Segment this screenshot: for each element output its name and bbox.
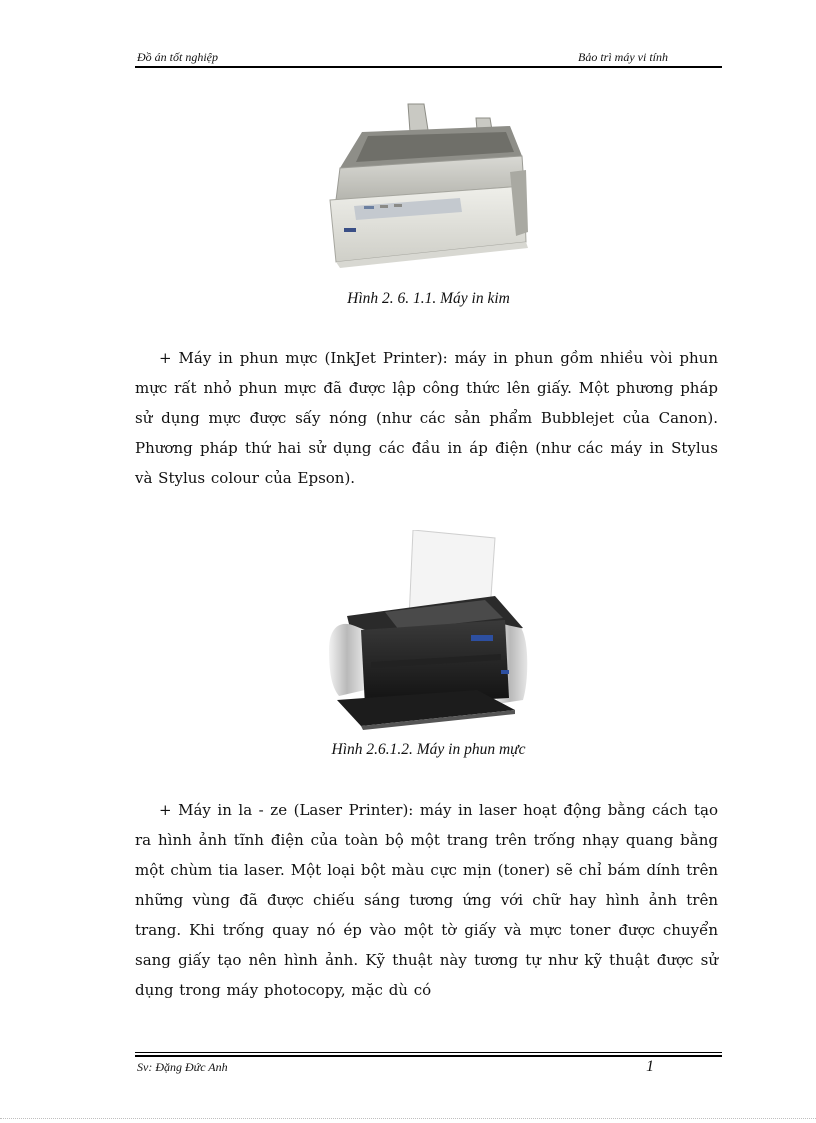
paragraph-inkjet: + Máy in phun mực (InkJet Printer): máy in phun gồm nhiều vòi phun mực rất nhỏ phun mực đã được lập công thức lên giấy. Một phương pháp sử dụng mực được sấy nóng (như các sản phẩm Bubblejet của Canon). Phương pháp thứ hai sử dụng các đầu in áp điện (như các máy in Stylus và Stylus colour của Epson). xyxy=(135,349,718,487)
footer-rule-thick xyxy=(135,1055,722,1057)
page-header xyxy=(135,50,722,66)
inkjet-printer-image xyxy=(325,530,530,730)
paragraph-laser: + Máy in la - ze (Laser Printer): máy in laser hoạt động bằng cách tạo ra hình ảnh tĩnh điện của toàn bộ một trang trên trống nhạy quang bằng một chùm tia laser. Một loại bột màu cực mịn (toner) sẽ chỉ bám dính trên những vùng đã được chiếu sáng tương ứng với chữ hay hình ảnh trên trang. Khi trống quay nó ép vào một tờ giấy và mực toner được chuyển sang giấy tạo nên hình ảnh. Kỹ thuật này tương tự như kỹ thuật được sử dụng trong máy photocopy, mặc dù có xyxy=(135,801,718,999)
header-rule xyxy=(135,66,722,68)
footer-rule-thin xyxy=(135,1052,722,1053)
figure-caption-1: Hình 2. 6. 1.1. Máy in kim xyxy=(347,290,510,307)
header-title: Đồ án tốt nghiệp xyxy=(137,50,218,64)
page-footer xyxy=(135,1058,722,1076)
page-number: 1 xyxy=(646,1058,654,1075)
page-bottom-edge xyxy=(0,1118,816,1119)
figure-caption-2: Hình 2.6.1.2. Máy in phun mực xyxy=(331,741,526,758)
footer-author: Sv: Đặng Đức Anh xyxy=(137,1060,228,1074)
dot-matrix-printer-image xyxy=(320,102,530,268)
header-subject: Bảo trì máy vi tính xyxy=(578,50,668,64)
